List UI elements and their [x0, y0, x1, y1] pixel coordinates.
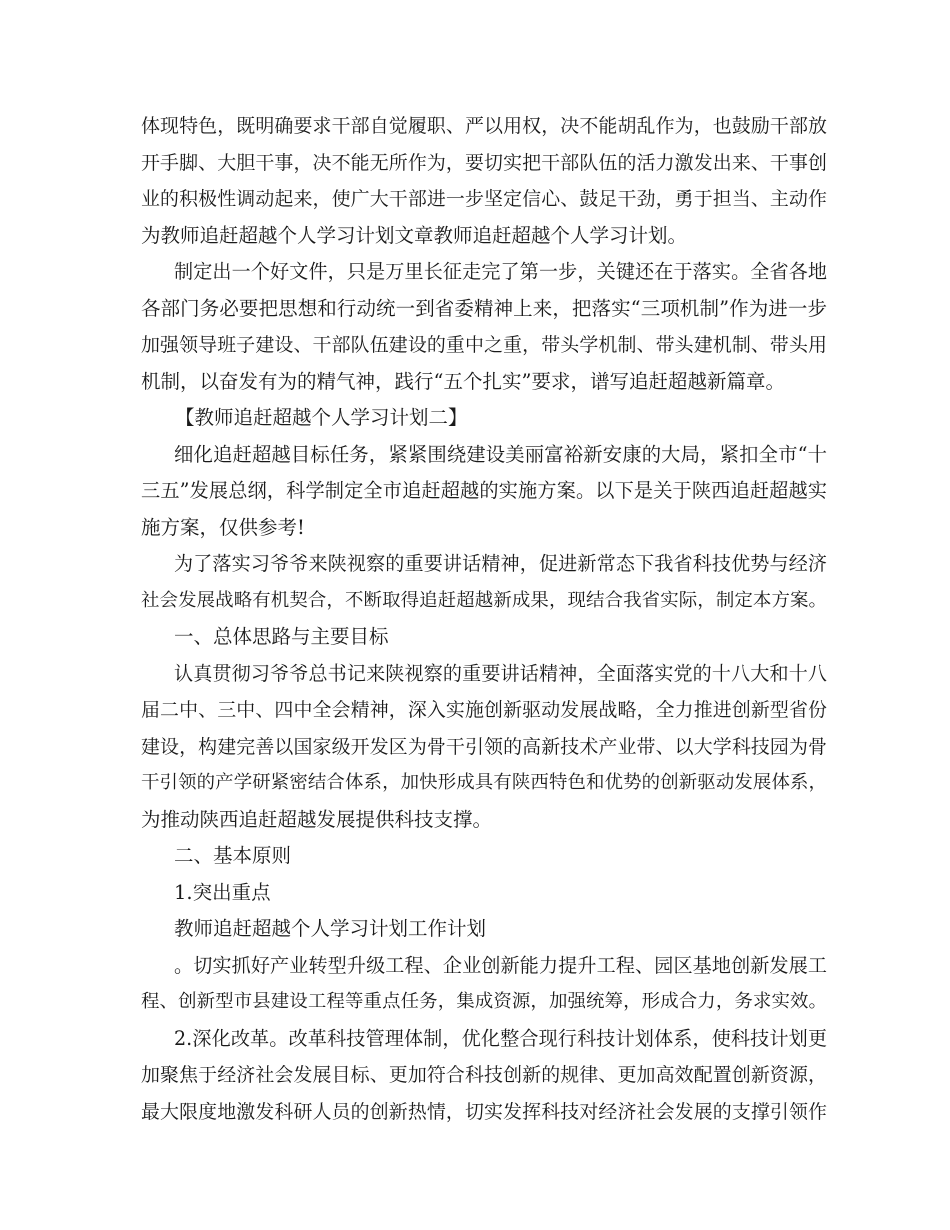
section-heading: 【教师追赶超越个人学习计划二】: [175, 406, 468, 429]
text-line: 届二中、三中、四中全会精神，深入实施创新驱动发展战略，全力推进创新型省份: [141, 699, 827, 721]
list-item-heading: 1.突出重点: [174, 880, 271, 904]
text-line: 制定出一个好文件，只是万里长征走完了第一步，关键还在于落实。全省各地: [174, 260, 827, 283]
text-line: 开手脚、大胆干事，决不能无所作为，要切实把干部队伍的活力激发出来、干事创: [141, 151, 827, 174]
text-line: 业的积极性调动起来，使广大干部进一步坚定信心、鼓足干劲，勇于担当、主动作: [141, 188, 827, 210]
text-line: 最大限度地激发科研人员的创新热情，切实发挥科技对经济社会发展的支撑引领作: [141, 1100, 827, 1123]
text-line: 干引领的产学研紧密结合体系，加快形成具有陕西特色和优势的创新驱动发展体系，: [141, 772, 827, 793]
text-line: 细化追赶超越目标任务，紧紧围绕建设美丽富裕新安康的大局，紧扣全市“十: [174, 442, 827, 466]
text-line: 建设，构建完善以国家级开发区为骨干引领的高新技术产业带、以大学科技园为骨: [141, 735, 827, 758]
text-line: 机制，以奋发有为的精气神，践行“五个扎实”要求，谱写追赶超越新篇章。: [141, 369, 785, 393]
section-heading: 二、基本原则: [174, 844, 292, 867]
section-heading: 一、总体思路与主要目标: [174, 625, 389, 648]
text-line: 认真贯彻习爷爷总书记来陕视察的重要讲话精神，全面落实党的十八大和十八: [174, 661, 827, 685]
text-line: 程、创新型市县建设工程等重点任务，集成资源，加强统筹，形成合力，务求实效。: [141, 991, 827, 1012]
text-line: 。切实抓好产业转型升级工程、企业创新能力提升工程、园区基地创新发展工: [174, 953, 827, 977]
text-line: 三五”发展总纲，科学制定全市追赶超越的实施方案。以下是关于陕西追赶超越实: [141, 479, 827, 502]
text-line: 各部门务必要把思想和行动统一到省委精神上来，把落实“三项机制”作为进一步: [141, 296, 827, 320]
text-line: 为了落实习爷爷来陕视察的重要讲话精神，促进新常态下我省科技优势与经济: [174, 552, 827, 575]
document-body: [141, 108, 827, 1130]
text-line: 体现特色，既明确要求干部自觉履职、严以用权，决不能胡乱作为，也鼓励干部放: [141, 115, 827, 137]
text-line: 加聚焦于经济社会发展目标、更加符合科技创新的规律、更加高效配置创新资源，: [141, 1064, 827, 1086]
text-line: 为教师追赶超越个人学习计划文章教师追赶超越个人学习计划。: [141, 223, 688, 247]
text-line: 施方案，仅供参考!: [141, 515, 305, 539]
text-line: 教师追赶超越个人学习计划工作计划: [174, 917, 487, 940]
text-line: 2.深化改革。改革科技管理体制，优化整合现行科技计划体系，使科技计划更: [174, 1026, 827, 1050]
text-line: 为推动陕西追赶超越发展提供科技支撑。: [141, 807, 493, 831]
text-line: 加强领导班子建设、干部队伍建设的重中之重，带头学机制、带头建机制、带头用: [141, 334, 827, 356]
text-line: 社会发展战略有机契合，不断取得追赶超越新成果，现结合我省实际，制定本方案。: [141, 589, 827, 611]
